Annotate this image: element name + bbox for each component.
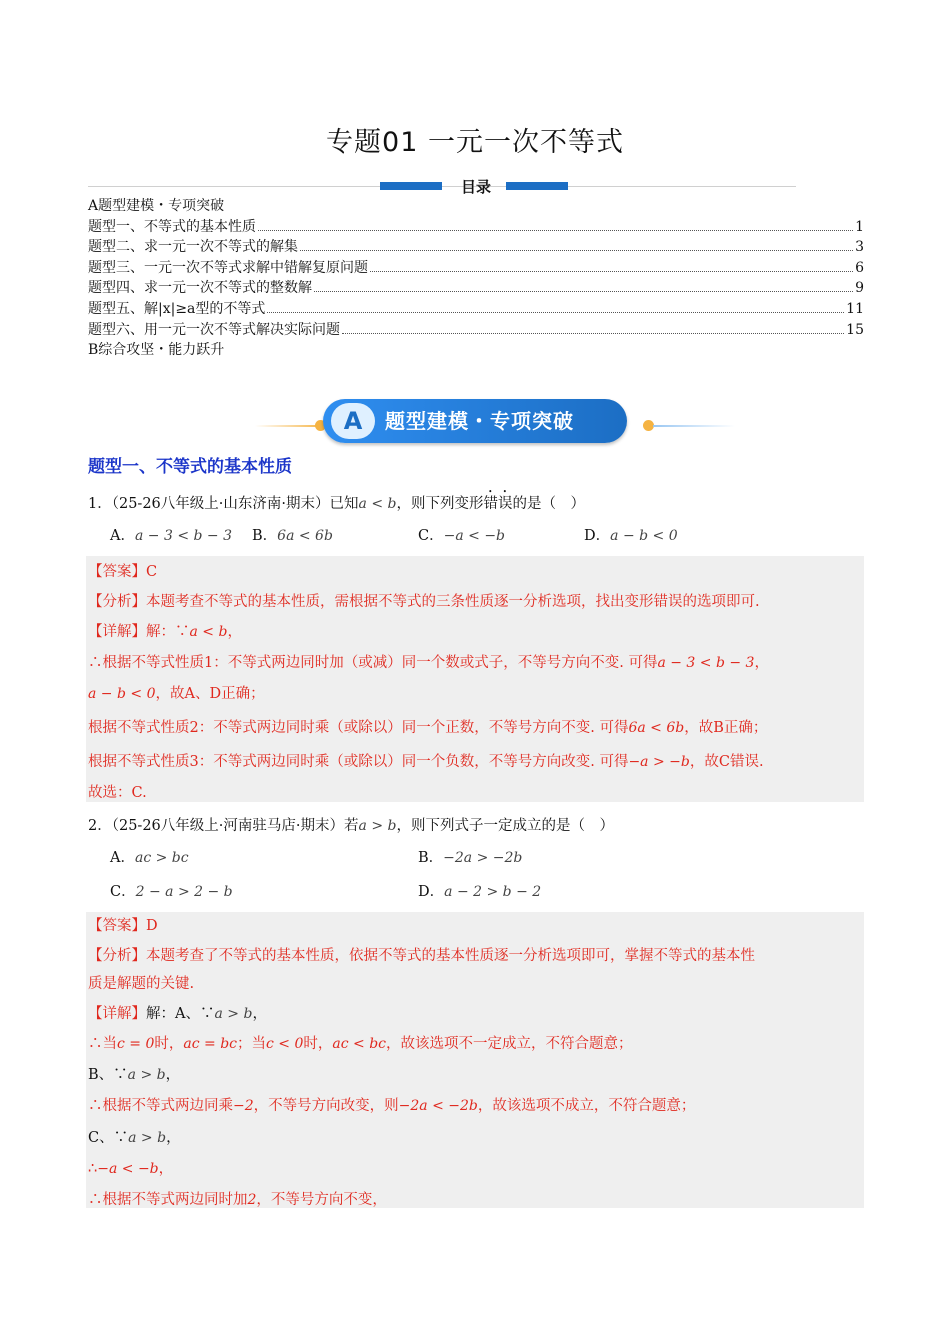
toc-item[interactable]: 题型六、用一元一次不等式解决实际问题 15 — [88, 321, 864, 338]
option[interactable]: A．a − 3 < b − 3 — [110, 528, 232, 544]
detail-line: ∴当c = 0时，ac = bc；当c < 0时，ac < bc，故该选项不一定成立，不符合题意； — [88, 1036, 633, 1052]
answer-box-1 — [86, 556, 864, 802]
detail-line: ∴−a < −b， — [88, 1161, 174, 1177]
option[interactable]: C．−a < −b — [418, 528, 506, 544]
option[interactable]: C．2 − a > 2 − b — [110, 884, 233, 900]
toc-item[interactable]: 题型四、求一元一次不等式的整数解 9 — [88, 280, 864, 297]
toc-item[interactable]: 题型三、一元一次不等式求解中错解复原问题 6 — [88, 259, 864, 276]
page-title: 专题01 一元一次不等式 — [326, 127, 624, 158]
detail-line: a − b < 0，故A、D正确； — [88, 686, 265, 702]
option[interactable]: B．6a < 6b — [252, 528, 333, 544]
section-banner — [255, 396, 735, 448]
detail-line: 根据不等式性质2：不等式两边同时乘（或除以）同一个正数，不等号方向不变. 可得6a < 6b，故B正确； — [88, 720, 768, 736]
table-of-contents — [88, 196, 864, 361]
detail-line: C、∵a > b， — [88, 1130, 181, 1146]
toc-item[interactable]: 题型五、解|x|≥a型的不等式 11 — [88, 300, 864, 317]
toc-header — [88, 176, 864, 198]
answer: 【答案】C — [88, 564, 158, 580]
toc-heading: 目录 — [460, 178, 491, 196]
detail: 【详解】解：A、∵a > b， — [88, 1006, 267, 1022]
detail-line: B、∵a > b， — [88, 1067, 181, 1083]
question-2-stem: 2．（25-26八年级上·河南驻马店·期末）若a > b，则下列式子一定成立的是（ ） — [88, 818, 614, 834]
detail: 【详解】解：∵a < b， — [88, 624, 242, 640]
answer: 【答案】D — [88, 918, 158, 934]
section-title: 题型一、不等式的基本性质 — [88, 457, 292, 477]
toc-divider — [88, 186, 796, 187]
detail-line: ∴根据不等式两边同乘−2，不等号方向改变，则−2a < −2b，故该选项不成立，不符合题意； — [88, 1098, 696, 1114]
option[interactable]: A．ac > bc — [110, 850, 189, 866]
detail-line: 故选：C. — [88, 785, 147, 801]
toc-part-b[interactable]: B综合攻坚・能力跃升 — [88, 342, 225, 359]
toc-part-a[interactable]: A题型建模・专项突破 — [88, 198, 225, 214]
toc-item[interactable]: 题型一、不等式的基本性质 1 — [88, 218, 864, 235]
option[interactable]: B．−2a > −2b — [418, 850, 523, 866]
question-1-stem: 1．（25-26八年级上·山东济南·期末）已知a < b，则下列变形错误的是（ ） — [88, 496, 585, 512]
banner-letter: A — [331, 403, 375, 439]
banner-pill — [323, 399, 627, 443]
banner-text: 题型建模・专项突破 — [385, 409, 574, 433]
detail-line: ∴根据不等式两边同时加2，不等号方向不变， — [88, 1192, 387, 1208]
toc-bar-right — [506, 182, 568, 190]
analysis: 【分析】本题考查不等式的基本性质，需根据不等式的三条性质逐一分析选项，找出变形错误的选项即可. — [88, 594, 760, 610]
analysis: 质是解题的关键. — [88, 976, 195, 992]
detail-line: 根据不等式性质3：不等式两边同时乘（或除以）同一个负数，不等号方向改变. 可得−a > −b，故C错误. — [88, 754, 764, 770]
analysis: 【分析】本题考查了不等式的基本性质，依据不等式的基本性质逐一分析选项即可，掌握不等式的基本性 — [88, 948, 755, 964]
detail-line: ∴根据不等式性质1：不等式两边同时加（或减）同一个数或式子，不等号方向不变. 可得a − 3 < b − 3， — [88, 655, 769, 671]
option[interactable]: D．a − 2 > b − 2 — [418, 884, 542, 900]
toc-bar-left — [380, 182, 442, 190]
toc-item[interactable]: 题型二、求一元一次不等式的解集 3 — [88, 239, 864, 256]
answer-box-2 — [86, 912, 864, 1208]
option[interactable]: D．a − b < 0 — [584, 528, 678, 544]
